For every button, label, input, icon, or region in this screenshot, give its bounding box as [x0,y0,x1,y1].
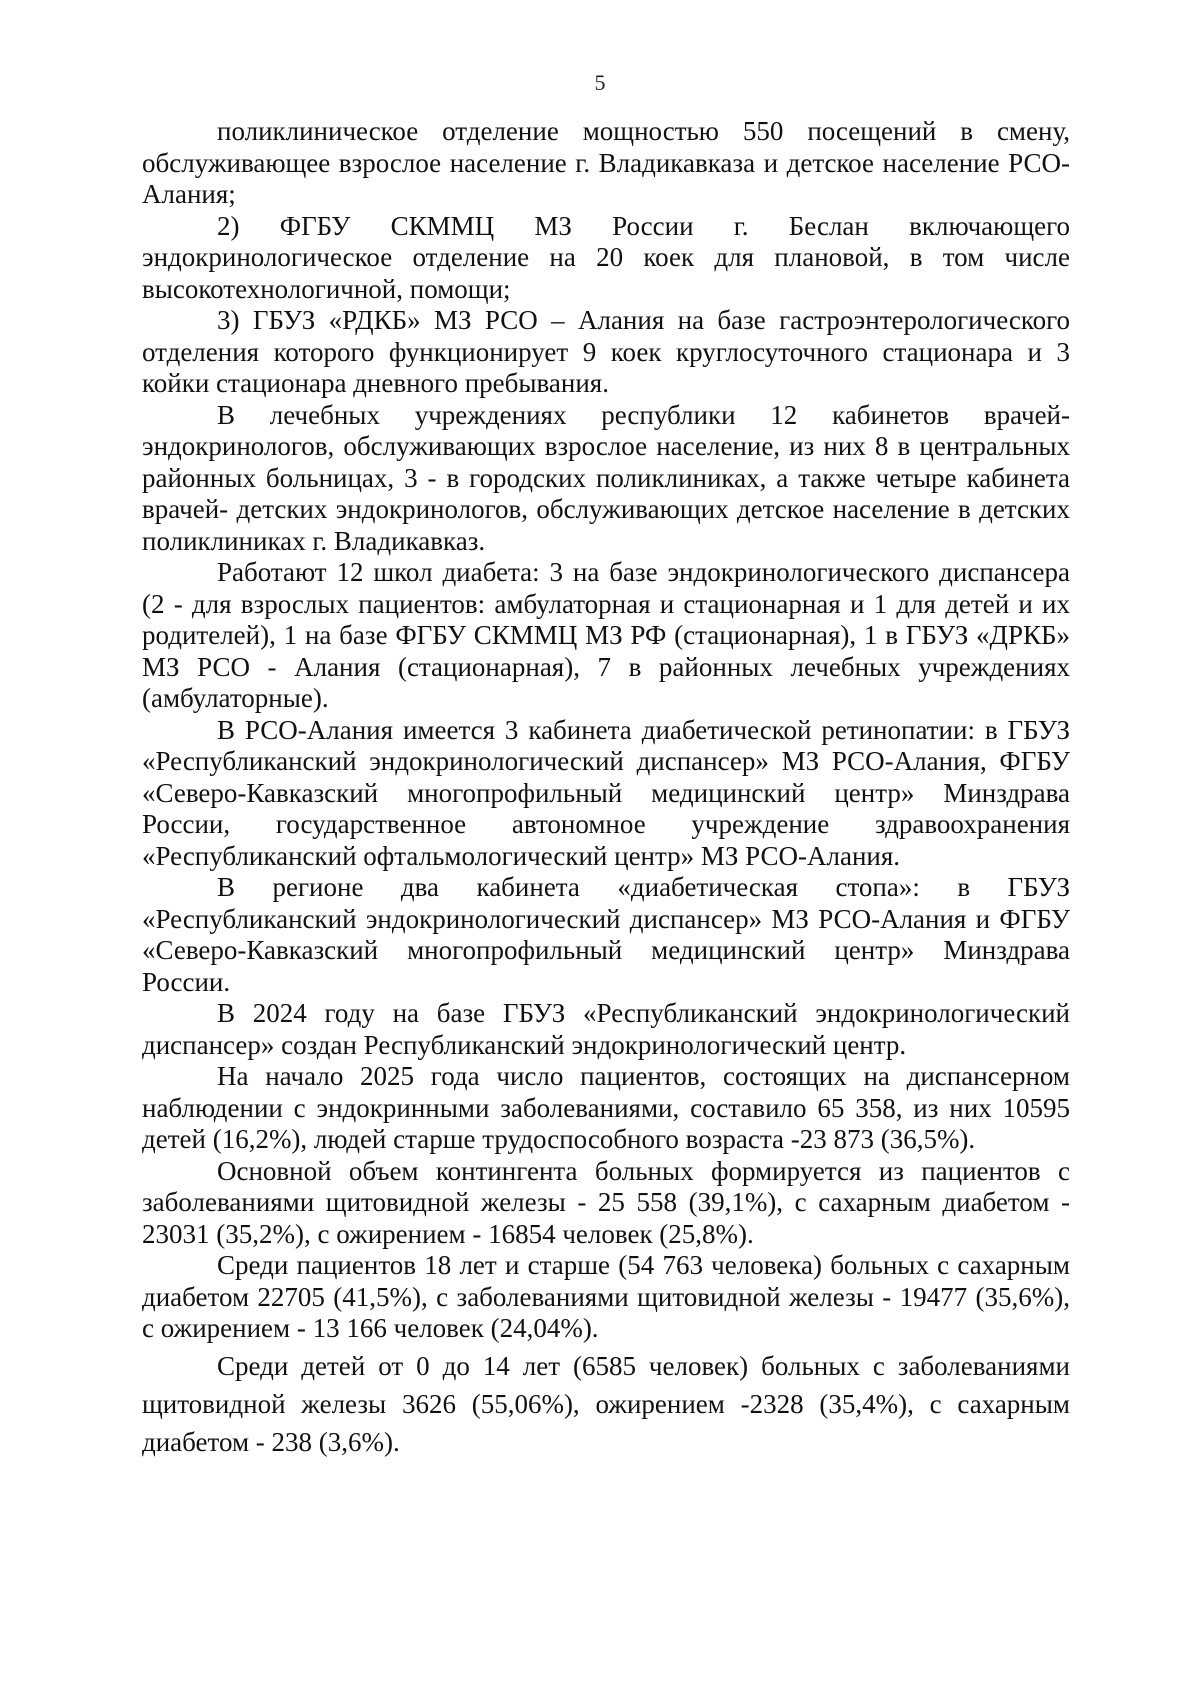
page-number: 5 [594,70,606,95]
paragraph-item-2-fgbu-skmmc: 2) ФГБУ СКММЦ МЗ России г. Беслан включающего эндокринологическое отделение на 20 коек для плановой, в том числе высокотехнологичной, помощи; [142,210,1070,304]
paragraph-patient-count-2025: На начало 2025 года число пациентов, состоящих на диспансерном наблюдении с эндокринными заболеваниями, составило 65 358, из них 10595 детей (16,2%), людей старше трудоспособного возраста -23 873 (36,5%). [142,1061,1070,1154]
paragraph-polyclinic-department: поликлиническое отделение мощностью 550 посещений в смену, обслуживающее взрослое население г. Владикавказа и детское население РСО-Алания; [142,116,1070,209]
paragraph-endocrinology-center: В 2024 году на базе ГБУЗ «Республиканский эндокринологический диспансер» создан Республиканский эндокринологический центр. [142,998,1070,1060]
paragraph-patient-structure: Основной объем контингента больных формируется из пациентов с заболеваниями щитовидной железы - 25 558 (39,1%), с сахарным диабетом - 23031 (35,2%), с ожирением - 16854 человек (25,8%). [142,1155,1070,1249]
paragraph-item-3-gbuz-rdkb: 3) ГБУЗ «РДКБ» МЗ РСО – Алания на базе гастроэнтерологического отделения которого функционирует 9 коек круглосуточного стационара и 3 койки стационара дневного пребывания. [142,305,1070,398]
paragraph-diabetes-schools: Работают 12 школ диабета: 3 на базе эндокринологического диспансера (2 - для взрослых пациентов: амбулаторная и стационарная и 1 для детей и их родителей), 1 на базе ФГБУ СКММЦ МЗ РФ (стационарная), 1 в ГБУЗ «ДРКБ» МЗ РСО - Алания (стационарная), 7 в районных лечебных учреждениях (амбулаторные). [142,557,1070,713]
paragraph-adult-patients: Среди пациентов 18 лет и старше (54 763 человека) больных с сахарным диабетом 22705 (41,5%), с заболеваниями щитовидной железы - 19477 (35,6%), с ожирением - 13 166 человек (24,04%). [142,1250,1070,1343]
paragraph-endocrinologist-offices: В лечебных учреждениях республики 12 кабинетов врачей-эндокринологов, обслуживающих взрослое население, из них 8 в центральных районных больницах, 3 - в городских поликлиниках, а также четыре кабинета врачей- детских эндокринологов, обслуживающих детское население в детских поликлиниках г. Владикавказ. [142,399,1070,556]
paragraph-retinopathy-offices: В РСО-Алания имеется 3 кабинета диабетической ретинопатии: в ГБУЗ «Республиканский эндокринологический диспансер» МЗ РСО-Алания, ФГБУ «Северо-Кавказский многопрофильный медицинский центр» Минздрава России, государственное автономное учреждение здравоохранения «Республиканский офтальмологический центр» МЗ РСО-Алания. [142,714,1070,871]
paragraph-diabetic-foot-offices: В регионе два кабинета «диабетическая стопа»: в ГБУЗ «Республиканский эндокринологический диспансер» МЗ РСО-Алания и ФГБУ «Северо-Кавказский многопрофильный медицинский центр» Минздрава России. [142,872,1070,997]
document-body [142,116,1070,1461]
paragraph-child-patients: Среди детей от 0 до 14 лет (6585 человек) больных с заболеваниями щитовидной железы 3626 (55,06%), ожирением -2328 (35,4%), с сахарным диабетом - 238 (3,6%). [142,1350,1070,1457]
